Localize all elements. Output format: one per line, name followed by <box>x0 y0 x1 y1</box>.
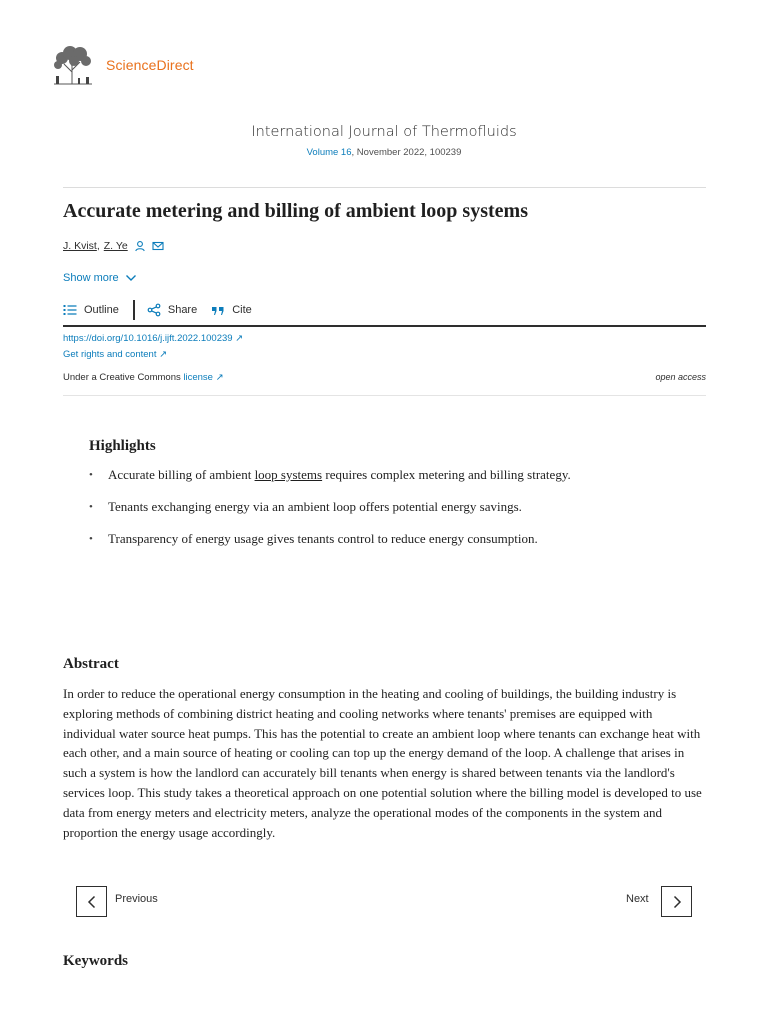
list-icon <box>63 303 77 317</box>
quote-icon <box>211 303 225 317</box>
chevron-left-icon <box>85 895 99 909</box>
chevron-down-icon <box>125 273 137 283</box>
divider <box>63 395 706 396</box>
share-label: Share <box>167 304 198 316</box>
doi-link[interactable]: https://doi.org/10.1016/j.ijft.2022.100239 ↗ <box>63 333 244 344</box>
highlights-heading: Highlights <box>89 438 156 454</box>
article-title: Accurate metering and billing of ambient loop systems <box>63 200 528 222</box>
bullet: • <box>89 533 93 545</box>
author-list <box>63 240 164 252</box>
divider <box>133 300 135 320</box>
person-icon[interactable] <box>134 240 146 252</box>
divider <box>63 325 706 327</box>
author-link[interactable]: J. Kvist <box>63 240 97 252</box>
volume-link[interactable]: Volume 16 <box>306 147 352 158</box>
previous-button[interactable] <box>76 886 107 917</box>
loop-systems-link[interactable]: loop systems <box>254 467 323 482</box>
next-button[interactable] <box>661 886 692 917</box>
brand-name: ScienceDirect <box>106 57 194 73</box>
show-more-label: Show more <box>63 272 119 284</box>
chevron-right-icon <box>670 895 684 909</box>
bullet: • <box>89 501 93 513</box>
next-label[interactable]: Next <box>626 893 649 905</box>
highlight-text: Accurate billing of ambient <box>108 467 255 482</box>
show-more-button[interactable] <box>63 272 137 284</box>
journal-name[interactable]: International Journal of Thermofluids <box>251 124 517 140</box>
outline-button[interactable] <box>63 303 119 317</box>
author-link[interactable]: Z. Ye <box>103 240 128 252</box>
cite-label: Cite <box>232 304 252 316</box>
highlight-text: requires complex metering and billing strategy. <box>322 467 571 482</box>
rights-link[interactable]: Get rights and content ↗ <box>63 349 168 360</box>
article-actions <box>63 299 252 321</box>
share-icon <box>147 303 161 317</box>
elsevier-tree-icon <box>50 44 96 86</box>
cite-button[interactable] <box>211 303 252 317</box>
share-button[interactable] <box>147 303 197 317</box>
license-prefix: Under a Creative Commons <box>63 372 184 383</box>
highlight-text: Transparency of energy usage gives tenants control to reduce energy consumption. <box>108 531 538 546</box>
list-item <box>89 529 589 549</box>
previous-label[interactable]: Previous <box>115 893 158 905</box>
author-separator: , <box>96 240 100 252</box>
list-item <box>89 497 589 517</box>
bullet: • <box>89 469 93 481</box>
mail-icon[interactable] <box>152 240 164 252</box>
list-item <box>89 465 589 485</box>
abstract-heading: Abstract <box>63 656 119 672</box>
abstract-text: In order to reduce the operational energy consumption in the heating and cooling of buildings, the building industry is exploring methods of combining district heating and cooling networks where tenants' premises are equipped with individual water source heat pumps. This has the potential to create an ambient loop where tenants can exchange heat with each other, and a main source of heating or cooling can top up the energy demand of the loop. A challenge that arises in such a system is how the landlord can accurately bill tenants when energy is shared between tenants via the landlord's services loop. This study takes a theoretical approach on one potential solution where the billing model is developed to use data from energy meters and electricity meters, analyze the operational modes of the components in the system and proportion the energy usage accordingly. <box>63 686 702 840</box>
issue-info: , November 2022, 100239 <box>351 147 462 158</box>
sciencedirect-logo[interactable] <box>50 44 194 86</box>
divider <box>63 187 706 188</box>
highlight-text: Tenants exchanging energy via an ambient loop offers potential energy savings. <box>108 499 522 514</box>
highlights-list <box>89 465 589 561</box>
license-link[interactable]: license ↗ <box>183 372 224 383</box>
license-line <box>63 372 224 383</box>
journal-meta <box>0 147 768 158</box>
keywords-heading: Keywords <box>63 953 128 969</box>
outline-label: Outline <box>84 304 119 316</box>
open-access-badge: open access <box>655 372 706 382</box>
